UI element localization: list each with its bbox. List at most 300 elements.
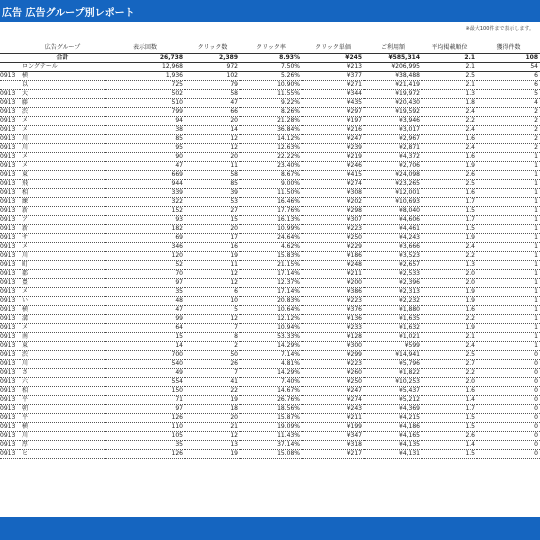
- cell-clicks: 11: [185, 261, 240, 270]
- cell-code: 0913: [0, 279, 20, 288]
- longtail-avg-position: 2.1: [422, 63, 477, 72]
- cell-conversions: 0: [477, 387, 540, 396]
- cell-code: 0913: [0, 405, 20, 414]
- cell-clicks: 12: [185, 144, 240, 153]
- table-row: [0, 144, 540, 153]
- cell-cpc: ¥211: [302, 270, 364, 279]
- longtail-cpc: ¥213: [302, 63, 364, 72]
- cell-cpc: ¥239: [302, 144, 364, 153]
- cell-cost: ¥4,243: [364, 234, 422, 243]
- cell-avg-pos: 2.2: [422, 252, 477, 261]
- cell-ctr: 5.26%: [240, 72, 302, 81]
- cell-impressions: 97: [105, 279, 185, 288]
- header-cpc: クリック単価: [302, 43, 364, 54]
- cell-ctr: 16.13%: [240, 216, 302, 225]
- display-limit-note: ※最大100件まで表示します。: [465, 26, 534, 32]
- cell-impressions: 47: [105, 162, 185, 171]
- cell-avg-pos: 2.2: [422, 315, 477, 324]
- table-row: [0, 405, 540, 414]
- header-cost: ご利用額: [364, 43, 422, 54]
- cell-ctr: 11.43%: [240, 432, 302, 441]
- table-row: [0, 315, 540, 324]
- cell-cost: ¥1,632: [364, 324, 422, 333]
- cell-code: 0913: [0, 189, 20, 198]
- table-row: [0, 252, 540, 261]
- cell-clicks: 50: [185, 351, 240, 360]
- cell-code: 0913: [0, 252, 20, 261]
- cell-cpc: ¥250: [302, 378, 364, 387]
- table-row: [0, 324, 540, 333]
- cell-clicks: 20: [185, 225, 240, 234]
- longtail-clicks: 972: [185, 63, 240, 72]
- cell-impressions: 99: [105, 315, 185, 324]
- cell-ctr: 14.12%: [240, 135, 302, 144]
- cell-cpc: ¥260: [302, 369, 364, 378]
- cell-impressions: 944: [105, 180, 185, 189]
- cell-impressions: 510: [105, 99, 185, 108]
- header-code: [0, 43, 20, 54]
- total-ctr: 8.93%: [240, 54, 302, 63]
- cell-cost: ¥2,967: [364, 135, 422, 144]
- cell-cost: ¥19,592: [364, 108, 422, 117]
- cell-avg-pos: 1.6: [422, 306, 477, 315]
- cell-code: 0913: [0, 342, 20, 351]
- cell-code: 0913: [0, 144, 20, 153]
- cell-cost: ¥5,212: [364, 396, 422, 405]
- cell-name: 川: [20, 432, 105, 441]
- cell-code: 0913: [0, 99, 20, 108]
- cell-code: 0913: [0, 297, 20, 306]
- cell-clicks: 102: [185, 72, 240, 81]
- cell-ctr: 14.29%: [240, 342, 302, 351]
- cell-clicks: 53: [185, 198, 240, 207]
- cell-avg-pos: 1.9: [422, 234, 477, 243]
- cell-avg-pos: 1.5: [422, 207, 477, 216]
- cell-ctr: 17.76%: [240, 207, 302, 216]
- cell-cpc: ¥211: [302, 414, 364, 423]
- table-row: [0, 162, 540, 171]
- total-avg-position: 2.1: [422, 54, 477, 63]
- cell-avg-pos: 1.9: [422, 297, 477, 306]
- cell-impressions: 120: [105, 252, 185, 261]
- table-row: [0, 297, 540, 306]
- cell-avg-pos: 1.7: [422, 198, 477, 207]
- cell-avg-pos: 1.4: [422, 396, 477, 405]
- cell-conversions: 1: [477, 288, 540, 297]
- cell-impressions: 85: [105, 135, 185, 144]
- table-row: [0, 117, 540, 126]
- cell-conversions: 2: [477, 135, 540, 144]
- cell-code: 0913: [0, 261, 20, 270]
- table-row: [0, 135, 540, 144]
- table-row: [0, 450, 540, 459]
- cell-ctr: 26.76%: [240, 396, 302, 405]
- cell-avg-pos: 2.1: [422, 81, 477, 90]
- cell-impressions: 105: [105, 432, 185, 441]
- cell-ctr: 24.64%: [240, 234, 302, 243]
- cell-conversions: 1: [477, 297, 540, 306]
- cell-clicks: 12: [185, 315, 240, 324]
- cell-cpc: ¥233: [302, 324, 364, 333]
- cell-clicks: 5: [185, 306, 240, 315]
- table-row: [0, 207, 540, 216]
- cell-code: 0913: [0, 153, 20, 162]
- cell-clicks: 20: [185, 414, 240, 423]
- cell-ctr: 20.83%: [240, 297, 302, 306]
- cell-cpc: ¥186: [302, 252, 364, 261]
- cell-impressions: 150: [105, 387, 185, 396]
- table-row: [0, 171, 540, 180]
- cell-cpc: ¥297: [302, 108, 364, 117]
- cell-cpc: ¥435: [302, 99, 364, 108]
- cell-cost: ¥5,437: [364, 387, 422, 396]
- cell-clicks: 27: [185, 207, 240, 216]
- cell-name: 大: [20, 90, 105, 99]
- cell-cost: ¥10,253: [364, 378, 422, 387]
- cell-cost: ¥1,635: [364, 315, 422, 324]
- cell-avg-pos: 2.4: [422, 126, 477, 135]
- cell-cpc: ¥246: [302, 162, 364, 171]
- cell-ctr: 16.46%: [240, 198, 302, 207]
- cell-cpc: ¥223: [302, 297, 364, 306]
- title-bar: [0, 0, 540, 22]
- cell-code: 0913: [0, 216, 20, 225]
- cell-avg-pos: 1.5: [422, 225, 477, 234]
- cell-ctr: 8.26%: [240, 108, 302, 117]
- cell-avg-pos: 2.2: [422, 117, 477, 126]
- cell-conversions: 0: [477, 369, 540, 378]
- cell-impressions: 725: [105, 81, 185, 90]
- cell-avg-pos: 2.5: [422, 351, 477, 360]
- cell-avg-pos: 2.4: [422, 144, 477, 153]
- cell-name: メ: [20, 162, 105, 171]
- cell-avg-pos: 2.0: [422, 378, 477, 387]
- cell-clicks: 10: [185, 297, 240, 306]
- cell-cost: ¥24,098: [364, 171, 422, 180]
- cell-clicks: 2: [185, 342, 240, 351]
- cell-conversions: 0: [477, 378, 540, 387]
- cell-avg-pos: 2.4: [422, 342, 477, 351]
- cell-clicks: 13: [185, 441, 240, 450]
- cell-avg-pos: 1.3: [422, 261, 477, 270]
- cell-conversions: 1: [477, 270, 540, 279]
- cell-cost: ¥19,972: [364, 90, 422, 99]
- cell-avg-pos: 1.9: [422, 162, 477, 171]
- cell-code: 0913: [0, 414, 20, 423]
- cell-clicks: 6: [185, 288, 240, 297]
- table-row: [0, 234, 540, 243]
- cell-avg-pos: 2.7: [422, 360, 477, 369]
- longtail-row: [0, 63, 540, 72]
- total-code: [0, 54, 20, 63]
- cell-avg-pos: 2.0: [422, 279, 477, 288]
- cell-conversions: 6: [477, 81, 540, 90]
- table-row: [0, 180, 540, 189]
- cell-conversions: 1: [477, 243, 540, 252]
- cell-name: メ: [20, 153, 105, 162]
- cell-conversions: 1: [477, 234, 540, 243]
- cell-ctr: 19.09%: [240, 423, 302, 432]
- cell-ctr: 8.67%: [240, 171, 302, 180]
- cell-ctr: 14.29%: [240, 369, 302, 378]
- cell-name: メ: [20, 243, 105, 252]
- cell-avg-pos: 2.4: [422, 243, 477, 252]
- cell-code: 0913: [0, 315, 20, 324]
- cell-cost: ¥2,657: [364, 261, 422, 270]
- cell-name: 横: [20, 423, 105, 432]
- cell-code: 0913: [0, 360, 20, 369]
- cell-name: 豊: [20, 279, 105, 288]
- cell-code: 0913: [0, 378, 20, 387]
- table-row: [0, 432, 540, 441]
- cell-code: 0913: [0, 369, 20, 378]
- cell-avg-pos: 1.5: [422, 414, 477, 423]
- cell-code: 0913: [0, 171, 20, 180]
- cell-impressions: 346: [105, 243, 185, 252]
- cell-avg-pos: 1.7: [422, 216, 477, 225]
- cell-cost: ¥2,313: [364, 288, 422, 297]
- total-label: 合計: [20, 54, 105, 63]
- total-cost: ¥585,314: [364, 54, 422, 63]
- cell-impressions: 15: [105, 333, 185, 342]
- cell-cost: ¥14,941: [364, 351, 422, 360]
- longtail-code: [0, 63, 20, 72]
- cell-name: メ: [20, 117, 105, 126]
- cell-code: 0913: [0, 450, 20, 459]
- cell-cpc: ¥248: [302, 261, 364, 270]
- cell-code: 0913: [0, 351, 20, 360]
- cell-ctr: 12.63%: [240, 144, 302, 153]
- cell-name: サ: [20, 234, 105, 243]
- cell-cost: ¥2,533: [364, 270, 422, 279]
- cell-code: 0913: [0, 180, 20, 189]
- cell-cost: ¥4,135: [364, 441, 422, 450]
- cell-impressions: 126: [105, 414, 185, 423]
- cell-cost: ¥4,165: [364, 432, 422, 441]
- cell-cost: ¥2,396: [364, 279, 422, 288]
- cell-code: 0913: [0, 306, 20, 315]
- longtail-cost: ¥206,995: [364, 63, 422, 72]
- cell-name: ア: [20, 216, 105, 225]
- cell-impressions: 1,936: [105, 72, 185, 81]
- cell-code: 0913: [0, 234, 20, 243]
- cell-name: メ: [20, 288, 105, 297]
- cell-name: 新: [20, 225, 105, 234]
- cell-name: 都: [20, 270, 105, 279]
- cell-code: 0913: [0, 243, 20, 252]
- cell-cpc: ¥223: [302, 360, 364, 369]
- cell-cost: ¥5,796: [364, 360, 422, 369]
- cell-conversions: 5: [477, 90, 540, 99]
- cell-conversions: 0: [477, 360, 540, 369]
- cell-ctr: 10.94%: [240, 324, 302, 333]
- cell-ctr: 7.40%: [240, 378, 302, 387]
- cell-cost: ¥1,021: [364, 333, 422, 342]
- cell-code: 0913: [0, 198, 20, 207]
- cell-cost: ¥3,523: [364, 252, 422, 261]
- table-row: [0, 243, 540, 252]
- cell-impressions: 554: [105, 378, 185, 387]
- cell-name: 練: [20, 198, 105, 207]
- cell-cpc: ¥199: [302, 423, 364, 432]
- cell-code: 0913: [0, 324, 20, 333]
- cell-name: 相: [20, 189, 105, 198]
- cell-clicks: 47: [185, 99, 240, 108]
- table-row: [0, 423, 540, 432]
- table-row: [0, 198, 540, 207]
- table-row: [0, 378, 540, 387]
- cell-cpc: ¥136: [302, 315, 364, 324]
- cell-conversions: 1: [477, 189, 540, 198]
- cell-cpc: ¥344: [302, 90, 364, 99]
- cell-conversions: 2: [477, 126, 540, 135]
- cell-impressions: 502: [105, 90, 185, 99]
- cell-name: 平: [20, 414, 105, 423]
- cell-conversions: 2: [477, 108, 540, 117]
- cell-cost: ¥4,606: [364, 216, 422, 225]
- cell-cpc: ¥223: [302, 225, 364, 234]
- cell-clicks: 19: [185, 252, 240, 261]
- cell-impressions: 69: [105, 234, 185, 243]
- cell-name: 溝: [20, 315, 105, 324]
- cell-cpc: ¥386: [302, 288, 364, 297]
- cell-cpc: ¥307: [302, 216, 364, 225]
- cell-cpc: ¥376: [302, 306, 364, 315]
- cell-ctr: 14.67%: [240, 387, 302, 396]
- cell-name: さ: [20, 369, 105, 378]
- cell-cost: ¥4,186: [364, 423, 422, 432]
- cell-name: 厚: [20, 441, 105, 450]
- cell-cpc: ¥298: [302, 207, 364, 216]
- header-clicks: クリック数: [185, 43, 240, 54]
- cell-conversions: 1: [477, 153, 540, 162]
- cell-cost: ¥1,880: [364, 306, 422, 315]
- header-conversions: 獲得件数: [477, 43, 540, 54]
- cell-avg-pos: 2.4: [422, 108, 477, 117]
- cell-name: 藤: [20, 99, 105, 108]
- cell-avg-pos: 1.6: [422, 135, 477, 144]
- cell-ctr: 17.14%: [240, 288, 302, 297]
- cell-code: 0913: [0, 72, 20, 81]
- cell-conversions: 1: [477, 225, 540, 234]
- cell-conversions: 0: [477, 423, 540, 432]
- cell-conversions: 1: [477, 207, 540, 216]
- cell-conversions: 0: [477, 450, 540, 459]
- cell-clicks: 20: [185, 153, 240, 162]
- cell-cost: ¥3,946: [364, 117, 422, 126]
- table-row: [0, 261, 540, 270]
- cell-cost: ¥20,430: [364, 99, 422, 108]
- table-row: [0, 387, 540, 396]
- cell-name: 横: [20, 306, 105, 315]
- cell-impressions: 182: [105, 225, 185, 234]
- cell-impressions: 94: [105, 117, 185, 126]
- cell-name: い: [20, 297, 105, 306]
- cell-name: メ: [20, 324, 105, 333]
- cell-clicks: 19: [185, 396, 240, 405]
- cell-cpc: ¥250: [302, 234, 364, 243]
- cell-ctr: 18.56%: [240, 405, 302, 414]
- cell-conversions: 1: [477, 315, 540, 324]
- total-clicks: 2,389: [185, 54, 240, 63]
- cell-name: 東: [20, 171, 105, 180]
- cell-name: 川: [20, 252, 105, 261]
- cell-impressions: 52: [105, 261, 185, 270]
- cell-cpc: ¥377: [302, 72, 364, 81]
- table-row: [0, 108, 540, 117]
- cell-avg-pos: 1.5: [422, 423, 477, 432]
- cell-code: 0913: [0, 396, 20, 405]
- cell-cost: ¥21,419: [364, 81, 422, 90]
- cell-code: 0913: [0, 135, 20, 144]
- cell-cost: ¥4,461: [364, 225, 422, 234]
- cell-clicks: 12: [185, 432, 240, 441]
- cell-cpc: ¥300: [302, 342, 364, 351]
- cell-clicks: 58: [185, 90, 240, 99]
- cell-cpc: ¥217: [302, 450, 364, 459]
- cell-impressions: 799: [105, 108, 185, 117]
- cell-cost: ¥8,040: [364, 207, 422, 216]
- cell-cpc: ¥229: [302, 243, 364, 252]
- cell-conversions: 1: [477, 171, 540, 180]
- cell-ctr: 12.37%: [240, 279, 302, 288]
- total-row: [0, 54, 540, 63]
- cell-code: [0, 81, 20, 90]
- cell-cpc: ¥200: [302, 279, 364, 288]
- cell-ctr: 23.40%: [240, 162, 302, 171]
- cell-cost: ¥1,822: [364, 369, 422, 378]
- cell-avg-pos: 1.5: [422, 450, 477, 459]
- cell-ctr: 37.14%: [240, 441, 302, 450]
- header-ad-group: 広告グループ: [20, 43, 105, 54]
- cell-conversions: 0: [477, 396, 540, 405]
- cell-cpc: ¥415: [302, 171, 364, 180]
- cell-name: 横: [20, 72, 105, 81]
- cell-cpc: ¥202: [302, 198, 364, 207]
- cell-clicks: 7: [185, 324, 240, 333]
- cell-ctr: 22.22%: [240, 153, 302, 162]
- cell-impressions: 322: [105, 198, 185, 207]
- cell-ctr: 21.28%: [240, 117, 302, 126]
- table-row: [0, 396, 540, 405]
- cell-name: 新: [20, 207, 105, 216]
- cell-name: 以: [20, 81, 105, 90]
- cell-ctr: 4.62%: [240, 243, 302, 252]
- cell-name: 川: [20, 135, 105, 144]
- cell-avg-pos: 2.0: [422, 270, 477, 279]
- cell-clicks: 7: [185, 369, 240, 378]
- cell-name: 川: [20, 360, 105, 369]
- cell-cost: ¥4,215: [364, 414, 422, 423]
- cell-impressions: 90: [105, 153, 185, 162]
- cell-code: 0913: [0, 423, 20, 432]
- cell-clicks: 22: [185, 387, 240, 396]
- cell-cost: ¥2,232: [364, 297, 422, 306]
- cell-impressions: 110: [105, 423, 185, 432]
- cell-conversions: 1: [477, 162, 540, 171]
- cell-ctr: 9.22%: [240, 99, 302, 108]
- cell-impressions: 64: [105, 324, 185, 333]
- cell-clicks: 16: [185, 243, 240, 252]
- cell-cpc: ¥299: [302, 351, 364, 360]
- longtail-impressions: 12,968: [105, 63, 185, 72]
- cell-conversions: 0: [477, 432, 540, 441]
- cell-code: 0913: [0, 270, 20, 279]
- cell-cost: ¥2,706: [364, 162, 422, 171]
- cell-impressions: 14: [105, 342, 185, 351]
- bottom-bar: [0, 517, 540, 540]
- cell-ctr: 10.90%: [240, 81, 302, 90]
